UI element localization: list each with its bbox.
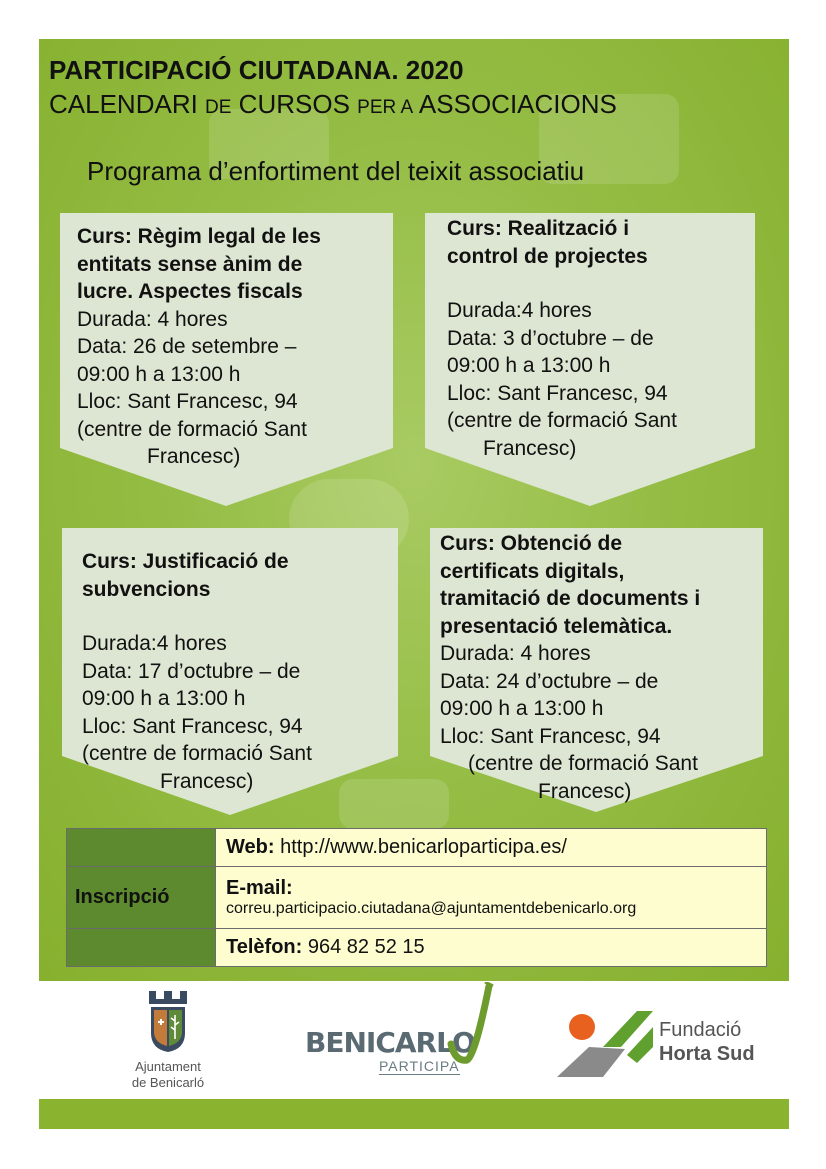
course-title: Curs: Règim legal de les entitats sense ànim de lucre. Aspectes fiscals [77,225,321,303]
fundacio-logo-text: Fundació Horta Sud [659,1019,755,1065]
registration-label: Inscripció [67,867,216,929]
web-row: Web: http://www.benicarloparticipa.es/ [216,829,767,867]
email-row: E-mail: correu.participacio.ciutadana@ajuntamentdebenicarlo.org [216,867,767,929]
phone-row: Telèfon: 964 82 52 15 [216,929,767,967]
course-details: Durada: 4 hores Data: 26 de setembre – 09:00 h a 13:00 h Lloc: Sant Francesc, 94 (centre de formació Sant [77,307,307,441]
course-title: Curs: Obtenció de certificats digitals, tramitació de documents i presentació telemàtica. [440,532,701,638]
page-title: PARTICIPACIÓ CIUTADANA. 2020 [49,55,464,85]
course-card-2: Curs: Realització i control de projectes Durada:4 hores Data: 3 d’octubre – de 09:00 h a 13:00 h Lloc: Sant Francesc, 94 (centre de formació Sant Francesc) [425,213,755,507]
benicarlo-participa-logo: BENICARLO PARTICIPA [305,1026,505,1086]
phone-value: 964 82 52 15 [307,936,425,958]
page-title-line2: CALENDARI DE CURSOS PER A ASSOCIACIONS [49,89,617,119]
course-details: Durada: 4 hores Data: 24 d’octubre – de 09:00 h a 13:00 h Lloc: Sant Francesc, 94 (centre de formació Sant [440,642,698,775]
checkmark-icon [445,982,495,1066]
course-card-3: Curs: Justificació de subvencions Durada:4 hores Data: 17 d’octubre – de 09:00 h a 13:00 h Lloc: Sant Francesc, 94 (centre de formació Sant Francesc) [62,528,398,816]
course-title: Curs: Realització i control de projectes [447,217,648,268]
registration-label-empty [67,829,216,867]
subtitle: Programa d’enfortiment del teixit associatiu [87,156,585,186]
course-card-1: Curs: Règim legal de les entitats sense ànim de lucre. Aspectes fiscals Durada: 4 hores Data: 26 de setembre – 09:00 h a 13:00 h Lloc: Sant Francesc, 94 (centre de formació Sant Francesc) [60,213,393,507]
web-link[interactable]: http://www.benicarloparticipa.es/ [280,836,567,858]
course-title: Curs: Justificació de subvencions [82,550,289,601]
fundacio-horta-sud-icon [555,1007,655,1079]
email-link[interactable]: correu.participacio.ciutadana@ajuntamentdebenicarlo.org [226,900,637,917]
registration-table [66,828,767,967]
course-card-4: Curs: Obtenció de certificats digitals, tramitació de documents i presentació telemàtica. Durada: 4 hores Data: 24 d’octubre – de 09:00 h a 13:00 h Lloc: Sant Francesc, 94 (centre de formació Sant Francesc) [430,528,763,813]
footer-logos [39,981,789,1099]
course-details: Durada:4 hores Data: 17 d’octubre – de 09:00 h a 13:00 h Lloc: Sant Francesc, 94 (centre de formació Sant [82,632,312,765]
ajuntament-shield-icon [147,991,189,1053]
ajuntament-logo-text: Ajuntament de Benicarló [131,1059,205,1090]
course-details: Durada:4 hores Data: 3 d’octubre – de 09:00 h a 13:00 h Lloc: Sant Francesc, 94 (centre de formació Sant [447,299,677,432]
footer-band [39,1099,789,1129]
poster [39,39,789,1129]
registration-label-empty [67,929,216,967]
